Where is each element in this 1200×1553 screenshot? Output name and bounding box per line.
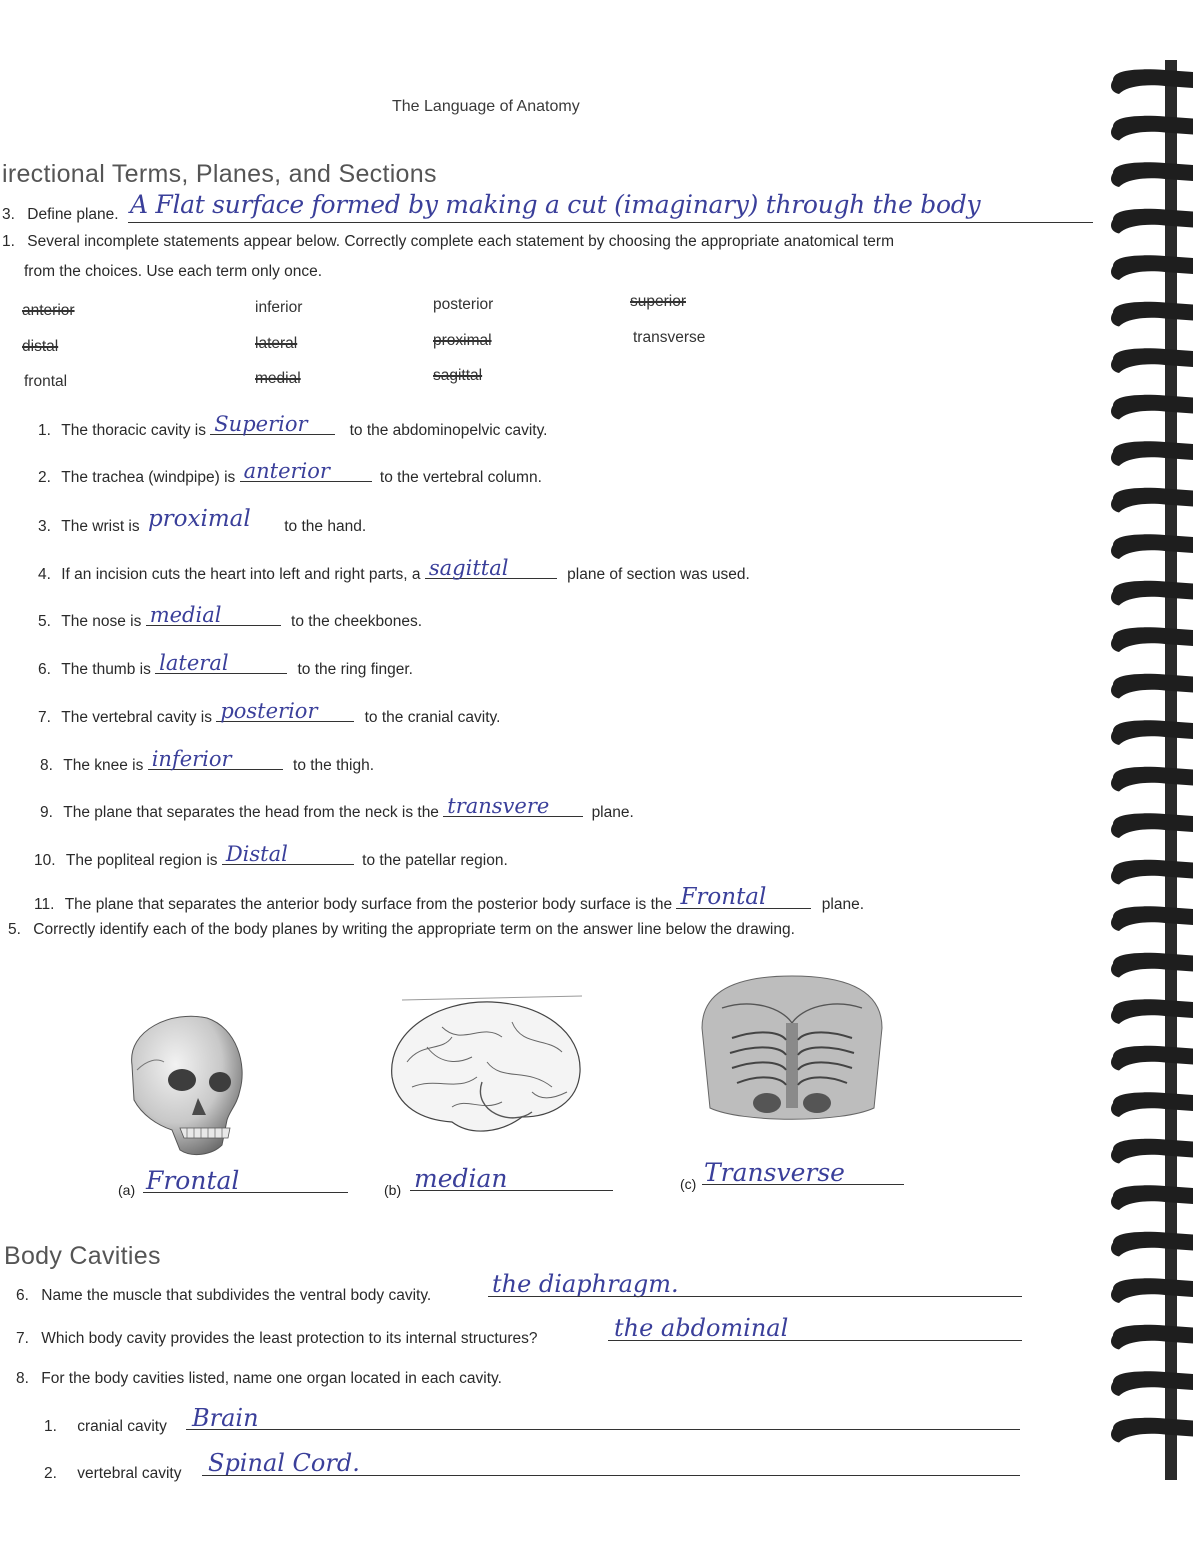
answer-blank[interactable] <box>146 603 281 627</box>
question-number: 6. <box>16 1287 29 1304</box>
handwritten-answer: transvere <box>447 794 550 818</box>
question-number: 1. <box>2 233 15 250</box>
answer-blank[interactable] <box>144 506 276 532</box>
list-item <box>38 699 501 727</box>
spiral-coil <box>1111 953 1193 978</box>
item-text: The plane that separates the head from the neck is the <box>63 804 439 821</box>
list-item <box>38 603 423 631</box>
item-number: 1. <box>38 422 51 439</box>
answer-blank[interactable] <box>240 459 372 483</box>
question-prompt: Several incomplete statements appear below. Correctly complete each statement by choosing the appropriate anatomical term <box>27 233 894 250</box>
spiral-coil <box>1111 441 1193 466</box>
caption-c-label: (c) <box>680 1176 697 1192</box>
question-number: 8. <box>16 1370 29 1387</box>
handwritten-answer-cranial[interactable]: Brain <box>192 1404 259 1432</box>
handwritten-answer-c[interactable]: Transverse <box>704 1158 845 1187</box>
item-text: to the patellar region. <box>362 852 508 869</box>
question-6 <box>16 1287 431 1305</box>
term-distal: distal <box>22 338 59 355</box>
item-label: cranial cavity <box>77 1418 167 1435</box>
question-4-line1 <box>2 233 894 251</box>
question-8 <box>16 1370 502 1388</box>
answer-line-q7 <box>608 1340 1022 1341</box>
item-text: The popliteal region is <box>65 852 218 869</box>
item-text: The nose is <box>61 613 142 630</box>
question-7 <box>16 1330 538 1348</box>
spiral-coil <box>1111 1278 1193 1303</box>
handwritten-answer: posterior <box>220 699 318 723</box>
item-text: The thumb is <box>61 661 151 678</box>
answer-blank[interactable] <box>222 842 354 866</box>
term-inferior: inferior <box>255 299 303 316</box>
item-number: 4. <box>38 566 51 583</box>
answer-line-c <box>702 1184 904 1185</box>
spiral-coil <box>1111 1092 1193 1117</box>
handwritten-answer: Frontal <box>680 884 767 910</box>
item-text: to the hand. <box>284 518 367 535</box>
spiral-coil <box>1111 813 1193 838</box>
spiral-coil <box>1111 1325 1193 1350</box>
item-label: vertebral cavity <box>77 1465 182 1482</box>
term-anterior: anterior <box>22 302 75 319</box>
term-proximal: proximal <box>433 332 492 349</box>
list-item <box>40 794 634 822</box>
spiral-coil <box>1111 1139 1193 1164</box>
item-text: plane of section was used. <box>567 566 750 583</box>
handwritten-answer-q6[interactable]: the diaphragm. <box>492 1270 679 1298</box>
item-text: to the cranial cavity. <box>364 709 501 726</box>
handwritten-answer-vertebral[interactable]: Spinal Cord. <box>208 1449 360 1477</box>
item-text: to the thigh. <box>293 757 375 774</box>
list-item <box>34 842 508 870</box>
item-text: to the ring finger. <box>297 661 413 678</box>
question-number: 3. <box>2 206 15 223</box>
term-posterior: posterior <box>433 296 494 313</box>
spiral-coil <box>1111 348 1193 373</box>
item-text: plane. <box>821 896 864 913</box>
item-number: 5. <box>38 613 51 630</box>
list-item <box>38 506 367 536</box>
handwritten-answer: lateral <box>159 651 229 675</box>
answer-line-vertebral <box>202 1475 1020 1476</box>
item-number: 6. <box>38 661 51 678</box>
caption-b-label: (b) <box>384 1182 402 1198</box>
term-frontal: frontal <box>24 373 68 390</box>
term-superior: superior <box>630 293 686 310</box>
handwritten-answer-define-plane[interactable]: A Flat surface formed by making a cut (imaginary) through the body <box>130 190 981 219</box>
item-text: The knee is <box>63 757 144 774</box>
item-number: 3. <box>38 518 51 535</box>
spiral-coil <box>1111 1371 1193 1396</box>
spiral-coil <box>1111 720 1193 745</box>
item-text: plane. <box>591 804 634 821</box>
item-number: 1. <box>44 1418 57 1435</box>
question-prompt: Which body cavity provides the least protection to its internal structures? <box>41 1330 538 1347</box>
spiral-coil <box>1111 860 1193 885</box>
handwritten-answer-a[interactable]: Frontal <box>146 1166 240 1195</box>
item-number: 7. <box>38 709 51 726</box>
item-text: The thoracic cavity is <box>61 422 206 439</box>
question-number: 5. <box>8 921 21 938</box>
spiral-coil <box>1111 209 1193 234</box>
list-item <box>34 884 864 914</box>
spiral-coil <box>1111 116 1193 141</box>
spiral-coil <box>1111 627 1193 652</box>
spiral-coil <box>1111 255 1193 280</box>
spiral-coil <box>1111 162 1193 187</box>
question-prompt: Correctly identify each of the body planes by writing the appropriate term on the answer line below the drawing. <box>33 921 795 938</box>
item-number: 2. <box>38 469 51 486</box>
question-5 <box>8 921 795 939</box>
spiral-coil <box>1111 1232 1193 1257</box>
spiral-coil <box>1111 1418 1193 1443</box>
brain-drawing <box>382 992 592 1142</box>
handwritten-answer: Superior <box>214 412 308 436</box>
list-item <box>38 459 542 487</box>
list-item <box>38 556 750 584</box>
answer-blank[interactable] <box>155 651 287 675</box>
question-prompt: Name the muscle that subdivides the ventral body cavity. <box>41 1287 432 1304</box>
list-item <box>40 747 375 775</box>
spiral-coil <box>1111 1185 1193 1210</box>
item-number: 9. <box>40 804 53 821</box>
handwritten-answer: Distal <box>225 842 288 866</box>
item-text: to the abdominopelvic cavity. <box>349 422 548 439</box>
spiral-coil <box>1111 999 1193 1024</box>
question-prompt: For the body cavities listed, name one organ located in each cavity. <box>41 1370 502 1387</box>
term-medial: medial <box>255 370 301 387</box>
answer-blank[interactable] <box>443 794 583 818</box>
item-number: 11. <box>34 896 55 913</box>
answer-blank[interactable] <box>425 556 557 580</box>
answer-blank[interactable] <box>676 884 811 910</box>
list-item <box>38 651 413 679</box>
term-transverse: transverse <box>633 329 706 346</box>
question-number: 7. <box>16 1330 29 1347</box>
item-text: to the vertebral column. <box>379 469 542 486</box>
spiral-coil <box>1111 906 1193 931</box>
torso-drawing <box>692 968 892 1128</box>
handwritten-answer: inferior <box>151 747 232 771</box>
answer-line-b <box>410 1190 613 1191</box>
spiral-binding <box>1105 0 1200 1553</box>
handwritten-answer: anterior <box>243 459 330 483</box>
list-item <box>44 1465 181 1483</box>
spiral-coil <box>1111 534 1193 559</box>
item-number: 2. <box>44 1465 57 1482</box>
item-text: The plane that separates the anterior body surface from the posterior body surface is the <box>64 896 673 913</box>
list-item <box>44 1418 167 1436</box>
spiral-coil <box>1111 69 1193 94</box>
spiral-coil <box>1111 395 1193 420</box>
handwritten-answer-b[interactable]: median <box>414 1164 508 1193</box>
item-text: If an incision cuts the heart into left and right parts, a <box>61 566 421 583</box>
spiral-coil <box>1111 1046 1193 1071</box>
item-number: 10. <box>34 852 56 869</box>
spiral-coil <box>1111 302 1193 327</box>
spiral-coil <box>1111 581 1193 606</box>
question-prompt: Define plane. <box>27 206 119 223</box>
answer-blank[interactable] <box>216 699 354 723</box>
question-4-line2: from the choices. Use each term only once. <box>24 263 323 280</box>
list-item <box>38 412 548 440</box>
answer-line-cranial <box>186 1429 1020 1430</box>
item-text: The wrist is <box>61 518 140 535</box>
handwritten-answer: proximal <box>147 506 251 532</box>
skull-drawing <box>112 1010 252 1160</box>
spiral-coil <box>1111 674 1193 699</box>
item-text: The trachea (windpipe) is <box>61 469 236 486</box>
handwritten-answer-q7[interactable]: the abdominal <box>614 1314 789 1342</box>
section-title-body-cavities: Body Cavities <box>4 1242 161 1270</box>
term-sagittal: sagittal <box>433 367 483 384</box>
spiral-coil <box>1111 488 1193 513</box>
item-text: to the cheekbones. <box>291 613 423 630</box>
handwritten-answer: medial <box>149 603 222 627</box>
answer-line <box>128 222 1093 223</box>
term-lateral: lateral <box>255 335 298 352</box>
spiral-coil <box>1111 767 1193 792</box>
answer-line-a <box>143 1192 348 1193</box>
answer-line-q6 <box>488 1296 1022 1297</box>
answer-blank[interactable] <box>148 747 283 771</box>
caption-a-label: (a) <box>118 1182 136 1198</box>
item-text: The vertebral cavity is <box>61 709 212 726</box>
question-3 <box>2 206 119 224</box>
page-header: The Language of Anatomy <box>392 98 580 115</box>
handwritten-answer: sagittal <box>428 556 509 580</box>
item-number: 8. <box>40 757 53 774</box>
answer-blank[interactable] <box>210 412 335 436</box>
section-title-directional: irectional Terms, Planes, and Sections <box>2 160 437 188</box>
